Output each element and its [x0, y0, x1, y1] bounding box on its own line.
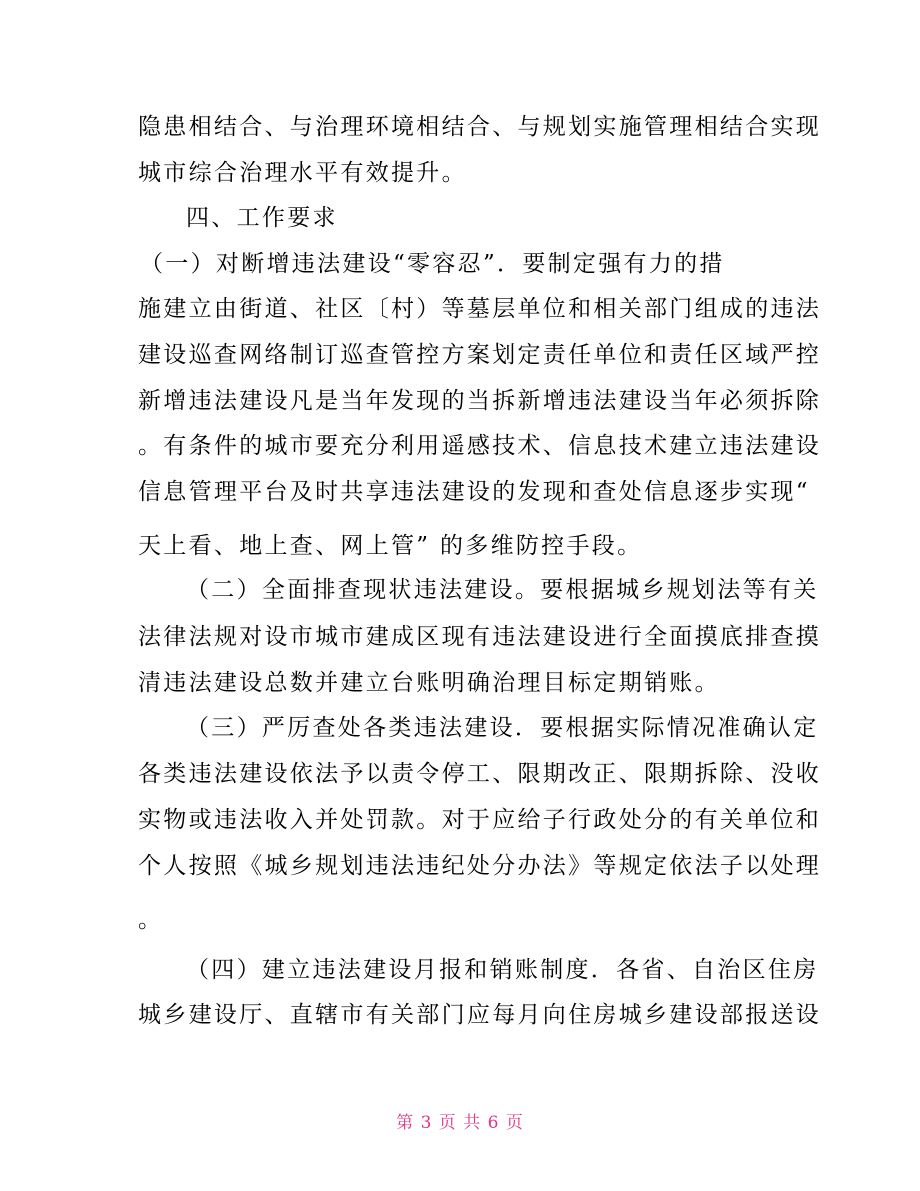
body-text-line: （二）全面排查现状违法建设。要根据城乡规划法等有关	[186, 577, 819, 603]
body-text-line: 建设巡查网络制订巡查管控方案划定责任单位和责任区域严控	[138, 342, 822, 368]
body-text-line: 城乡建设厅、直辖市有关部门应每月向住房城乡建设部报送设	[138, 1002, 822, 1028]
body-text-line: 。	[138, 907, 164, 933]
body-text-line: 个人按照《城乡规划违法违纪处分办法》等规定依法子以处理	[138, 853, 822, 879]
body-text-line: 各类违法建设依法予以责令停工、限期改正、限期拆除、没收	[138, 761, 822, 787]
page-number-footer: 第 3 页 共 6 页	[396, 1113, 524, 1133]
body-text-line: （一）对断增违法建设“零容忍”．要制定强有力的措	[140, 251, 725, 277]
body-text-line: 新增违法建设凡是当年发现的当拆新增违法建设当年必须拆除	[138, 388, 822, 414]
body-text-line: 信息管理平台及时共享违法建设的发现和查处信息逐步实现“	[138, 479, 810, 505]
body-text-line: 隐患相结合、与治理环境相结合、与规划实施管理相结合实现	[138, 114, 822, 140]
body-text-line: 清违法建设总数并建立台账明确治理目标定期销账。	[138, 670, 720, 696]
body-text-line: 城市综合治理水平有效提升。	[138, 160, 467, 186]
section-heading: 四、工作要求	[186, 205, 338, 231]
body-text-line: 。有条件的城市要充分利用遥感技术、信息技术建立违法建设	[138, 433, 822, 459]
body-text-line: 施建立由街道、社区〔村）等墓层单位和相关部门组成的违法	[138, 296, 822, 322]
body-text-line: 法律法规对设市城市建成区现有违法建设进行全面摸底排查摸	[138, 624, 822, 650]
body-text-line: 天上看、地上查、网上管” 的多维防控手段。	[138, 533, 643, 559]
body-text-line: （三）严厉查处各类违法建设．要根据实际情况准确认定	[186, 715, 819, 741]
body-text-line: （四）建立违法建设月报和销账制度．各省、自治区住房	[186, 957, 819, 983]
body-text-line: 实物或违法收入并处罚款。对于应给子行政处分的有关单位和	[138, 807, 822, 833]
